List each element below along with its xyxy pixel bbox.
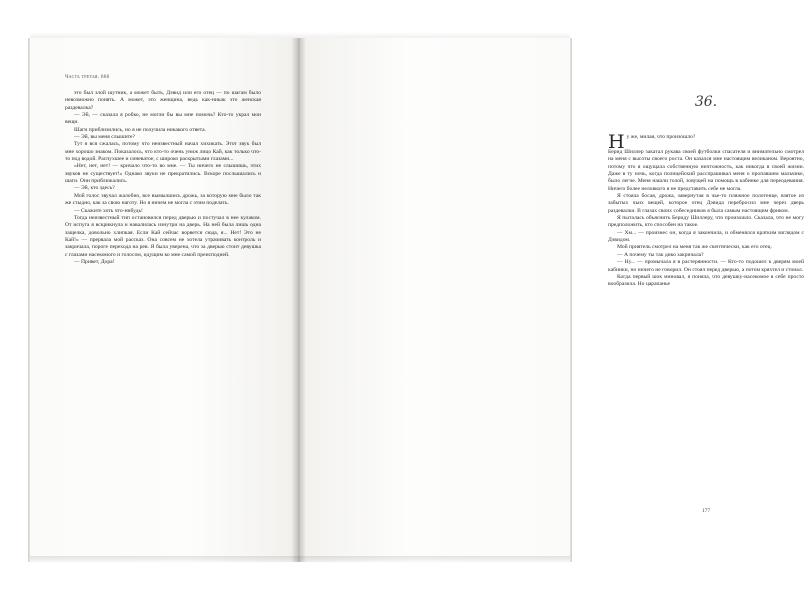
opening-paragraph-text: у же, милая, что произошло? <box>626 134 696 140</box>
paragraph: — Эй, вы меня слышите? <box>74 134 136 141</box>
left-page <box>30 38 298 562</box>
paragraph: — А почему ты так дико закричала? <box>617 251 704 258</box>
paragraph: «Нет, нет, нет! — кричало что-то во мне. — Ты ничего не слышишь, этих звуков не существует!» Однако звуки не прекратились. Вскоре послышались и шаги. Они приближались. <box>65 163 261 185</box>
paragraph: Когда первый шок миновал, я поняла, что девушку-насекомое я себе просто вообразила. Но царапанье <box>608 273 804 288</box>
paragraph: — Хм... — произнес он, когда я закончила, и обменялся кратким взглядом с Дэвидом. <box>608 229 804 244</box>
paragraph: Я стояла босая, дрожа, завернутая в чье-то пляжное полотенце, взятое из забытых чьих вещей, которое отец Дэвида перебросил мне через дверь раздевалки. В глазах своих собеседников я была самым настоящим фриком. <box>608 193 804 214</box>
paragraph: — Скажите хоть что-нибудь! <box>74 207 143 214</box>
paragraph: Берид Шиллер закатал рукава своей футболки спасателя и внимательно смотрел на меня с высоты своего роста. Он казался мне настоящим великаном. Вероятно, потому что я ощущала собственную ничтожность, как никогда в своей жизни. Даже в ту ночь, когда полицейский расспрашивал меня о пропавшем мальчике, было легче. Меня нашли голой, зовущей на помощь в кабинке для переодевания. Ничего более неловкого я не представить себе не могла. <box>608 149 804 192</box>
opening-paragraph <box>608 131 804 153</box>
page-number: 177 <box>701 508 711 514</box>
drop-cap: Н <box>608 131 625 153</box>
right-page-text <box>608 131 804 289</box>
chapter-number: 36. <box>694 94 718 110</box>
paragraph: — Эй, — сказала я робко, не могли бы вы мне помочь? Кто-то украл мои вещи. <box>65 112 261 126</box>
open-book <box>30 38 804 562</box>
paragraph: — Эй, кто здесь? <box>74 185 115 192</box>
paragraph: Тут я вся сжалась, потому что неизвестный начал хихикать. Этот звук был мне хорошо знаком. Показалось, что кто-то очень униж лицо Кай, как только что-то под водой. Распухшее и синеватое, с широко раскрытыми глазами... <box>65 141 261 163</box>
left-page-text <box>65 90 261 266</box>
paragraph: — Ну... — промычала я в растерянности. — Кто-то подошел к дверям моей кабинки, но ничего не говорил. Он стоял перед дверью, а потом кряхтел и стонал. <box>608 259 804 273</box>
paragraph: Тогда неизвестный тип остановился перед дверью и постучал в нее кулаком. От испуга я вскрикнула и навалилась изнутри на дверь. На ней была лишь одна защелка, довольно хлипкая. Если Кай сейчас ворвется сюда, я... Нет! Это не Кай!» — прервала мой рассказ. Она совсем не хотела утрачивать контроль и закричала, пороге перехода на рев. Я была уверена, что за дверью стоит девушка с глазами насекомого и голосом, идущим ко мне самой преисподней. <box>65 214 261 258</box>
paragraph: — Привет, Дора! <box>74 258 115 265</box>
paragraph: Мой приятель смотрел на меня так же скептически, как его отец. <box>617 244 772 251</box>
paragraph: Шаги приблизились, но я не получила никакого ответа. <box>74 126 207 133</box>
running-head: Часть третья. 666 <box>65 74 110 80</box>
paragraph: Я пыталась объяснить Бериду Шиллеру, что произошло. Сказала, что не могу предположить, кто способен на такое. <box>608 215 804 229</box>
right-page <box>298 38 804 562</box>
paragraph: это был злой шутник, а может быть, Дэвид или его отец — по шагам было невозможно понять. А может, это женщина, ведь как-никак это женская раздевалка? <box>65 90 261 111</box>
paragraph: Мой голос звучал жалобно, все вымылшись дрожь, за которую мне было так же стыдно, как за свою наготу. Но я ничем не могла с этим поделать. <box>65 192 261 207</box>
